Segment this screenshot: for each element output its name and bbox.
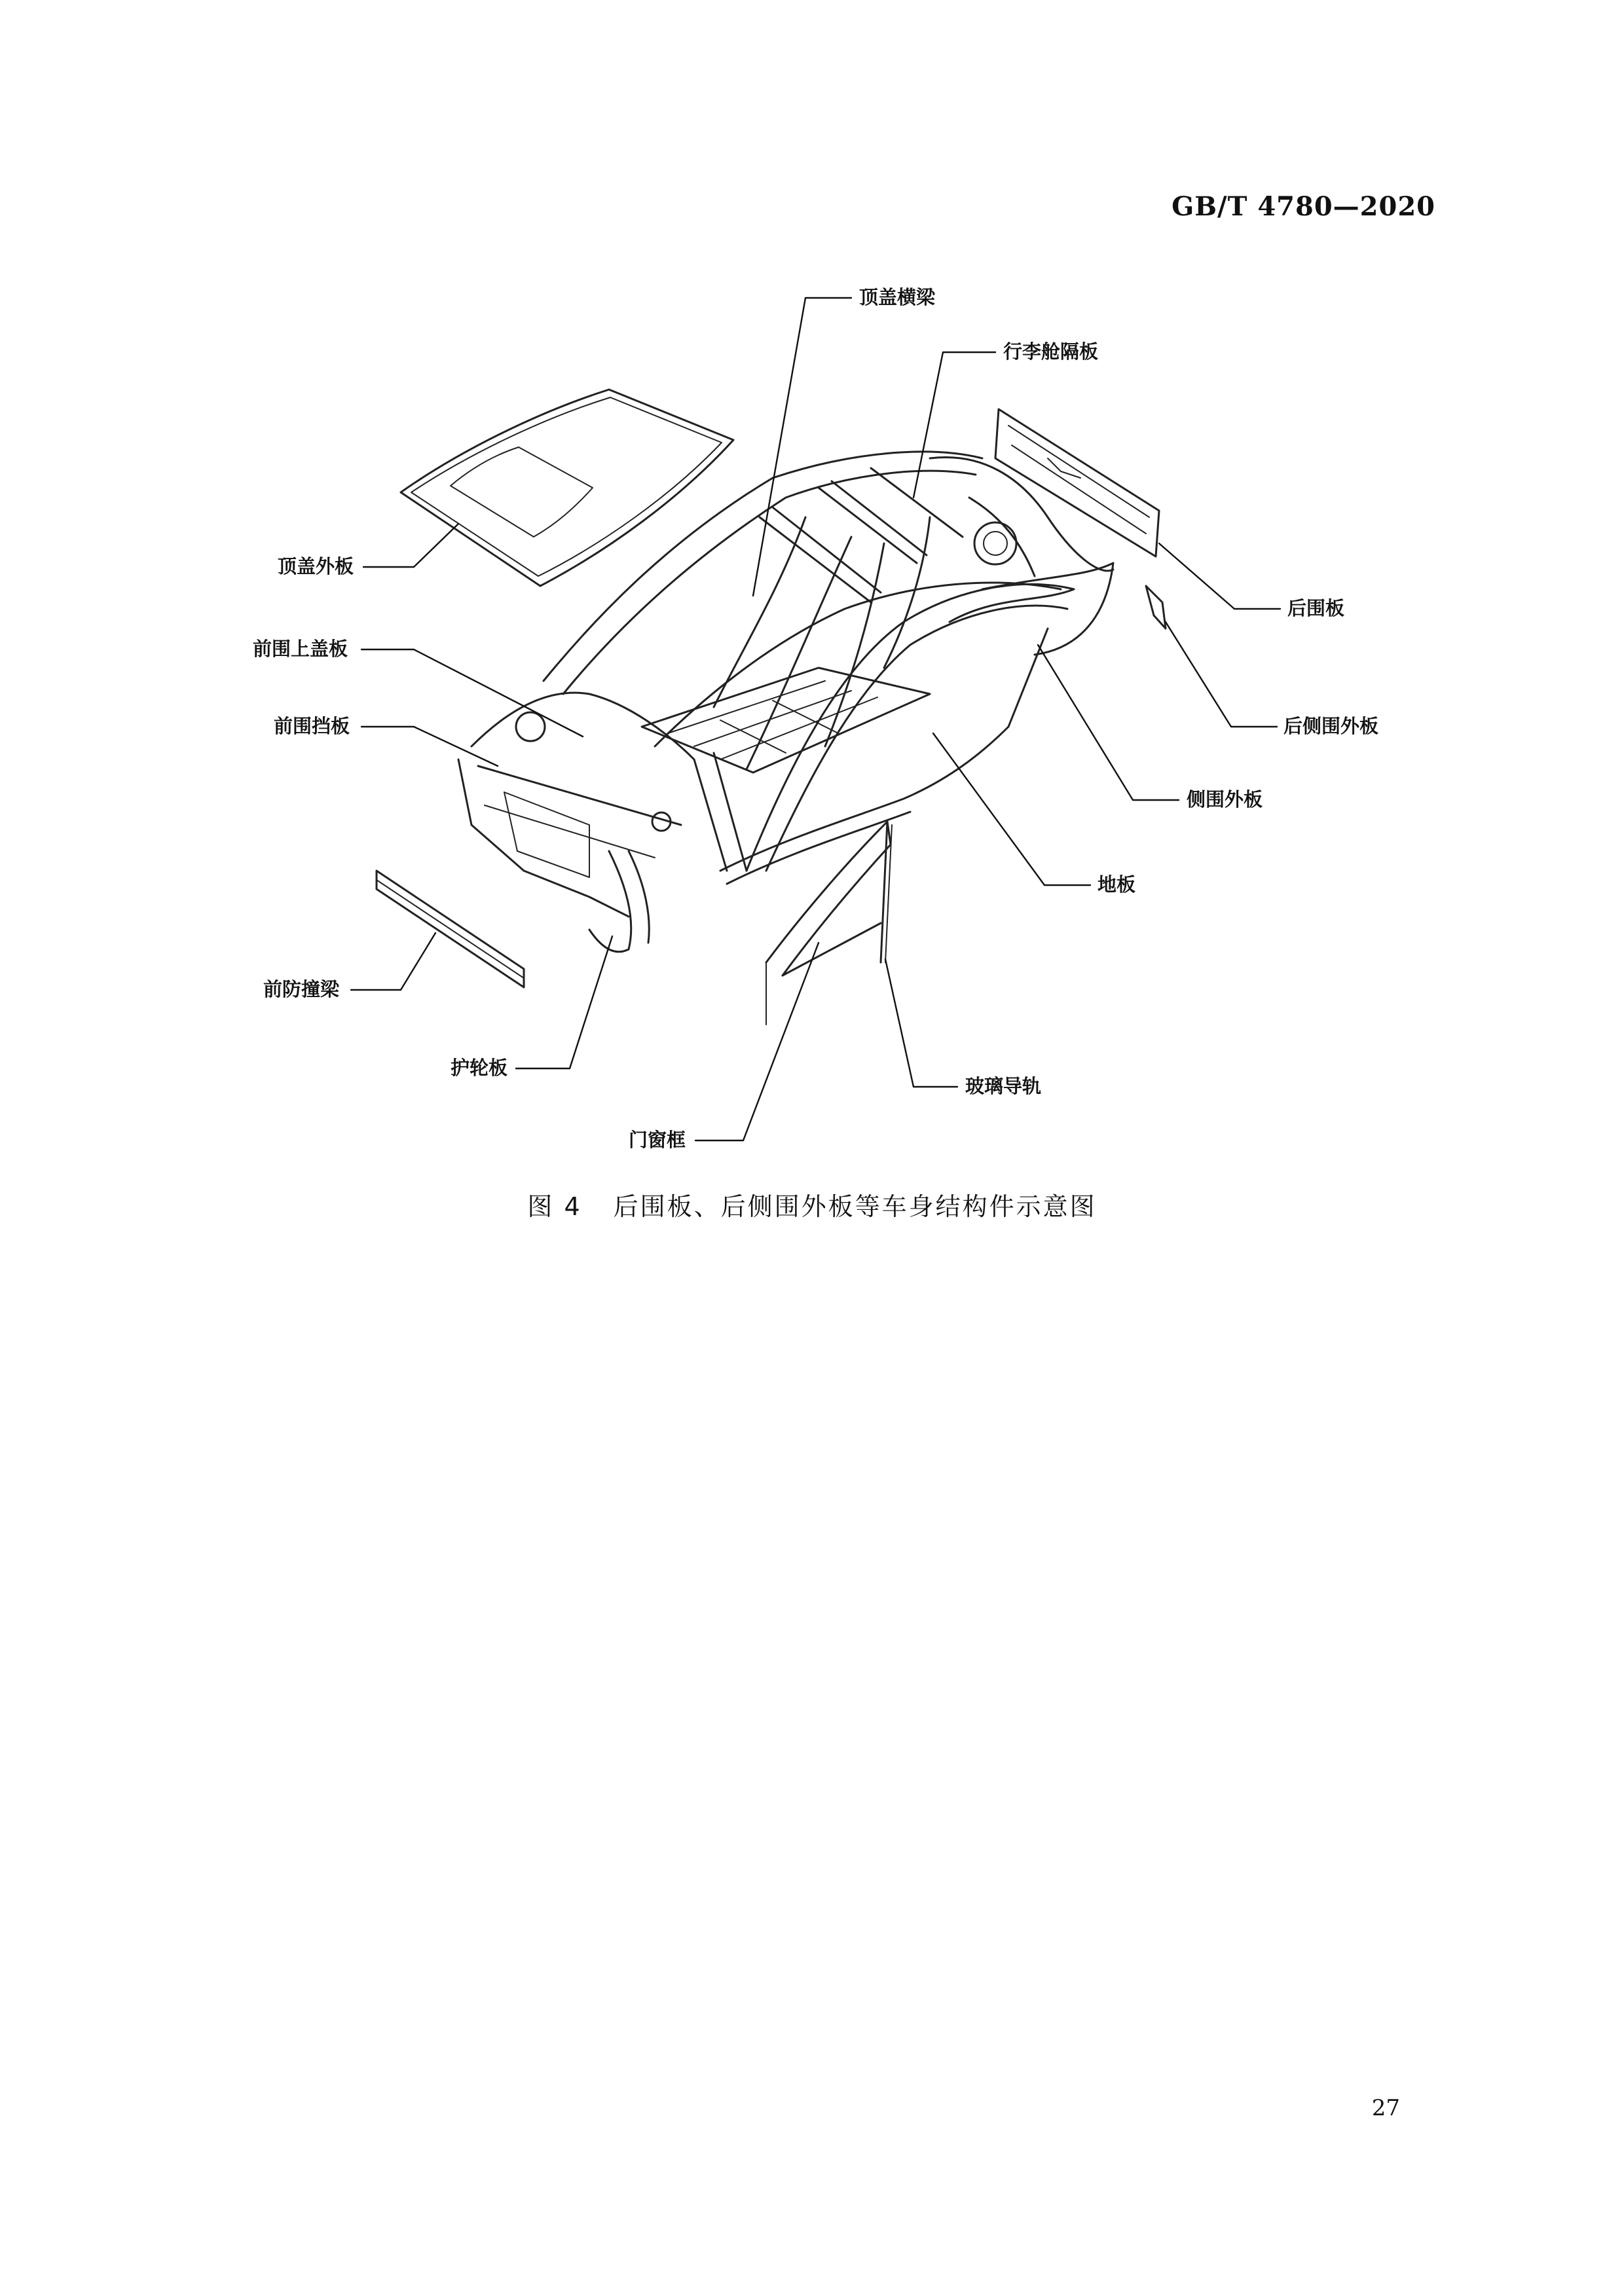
- label-roof-outer-panel: 顶盖外板: [278, 555, 354, 577]
- label-front-bumper-beam: 前防撞梁: [263, 978, 340, 1000]
- leader-lines: [351, 298, 1280, 1140]
- rear-panel-part: [995, 409, 1159, 556]
- figure-number: 图 4: [527, 1192, 582, 1221]
- label-cowl-top-panel: 前围上盖板: [253, 638, 348, 660]
- label-trunk-partition: 行李舱隔板: [1003, 340, 1099, 363]
- page-number: 27: [1371, 2095, 1400, 2121]
- front-bumper-beam-part: [377, 871, 524, 987]
- label-wheel-house-panel: 护轮板: [451, 1057, 508, 1079]
- label-floor: 地板: [1098, 873, 1136, 896]
- label-dash-panel: 前围挡板: [274, 715, 350, 737]
- rear-side-outer-panel-part: [1146, 586, 1166, 629]
- label-rear-side-outer-panel: 后侧围外板: [1283, 715, 1379, 737]
- figure-title: 后围板、后侧围外板等车身结构件示意图: [613, 1192, 1097, 1221]
- label-rear-panel: 后围板: [1287, 597, 1345, 619]
- door-window-frame-part: [766, 822, 892, 1025]
- roof-outer-panel-part: [401, 390, 733, 586]
- label-glass-guide-rail: 玻璃导轨: [965, 1075, 1042, 1097]
- label-side-outer-panel: 侧围外板: [1187, 788, 1263, 811]
- body-in-white: [458, 452, 1113, 952]
- label-door-window-frame: 门窗框: [629, 1129, 686, 1151]
- figure-caption: [0, 1186, 1624, 1222]
- standard-code: GB/T 4780—2020: [1172, 191, 1435, 222]
- label-roof-crossbeam: 顶盖横梁: [859, 286, 936, 308]
